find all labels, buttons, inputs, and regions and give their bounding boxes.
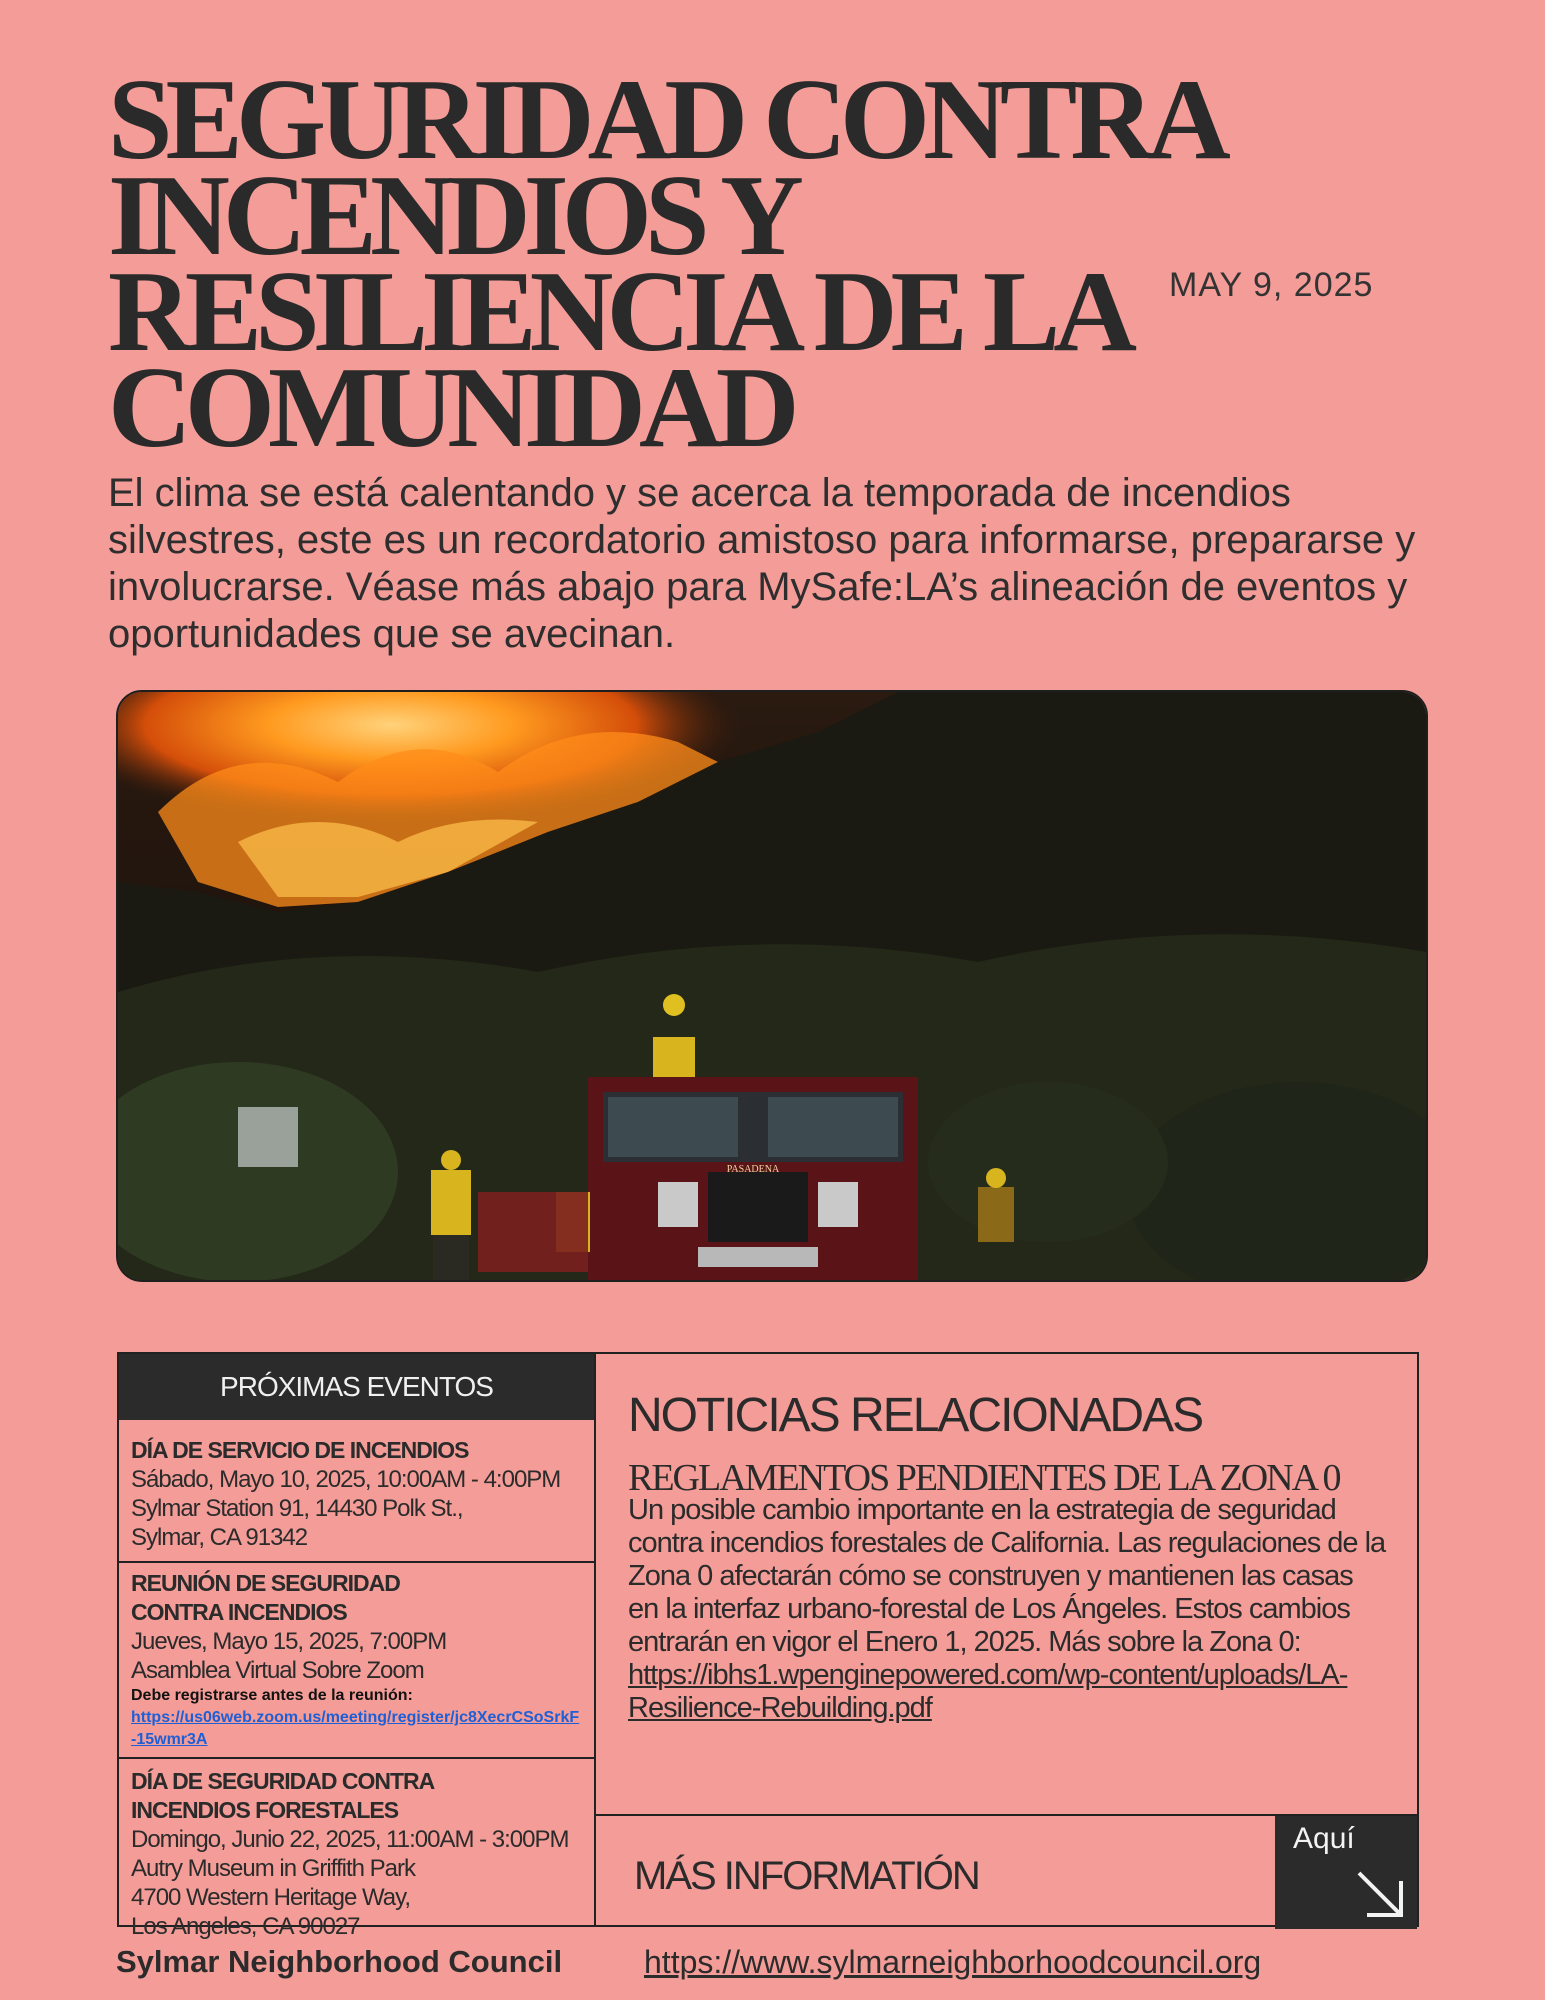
event-title: CONTRA INCENDIOS: [131, 1599, 347, 1625]
more-info-row: [596, 1814, 1417, 1929]
title-line: COMUNIDAD: [108, 344, 793, 472]
event-title: DÍA DE SERVICIO DE INCENDIOS: [131, 1437, 469, 1463]
related-news-panel: [596, 1352, 1419, 1927]
event-location: Sylmar, CA 91342: [131, 1524, 308, 1551]
title-line: INCENDIOS Y: [108, 152, 797, 280]
zone0-document-link[interactable]: https://ibhs1.wpenginepowered.com/wp-content/uploads/LA-Resilience-Rebuilding.pdf: [628, 1659, 1348, 1724]
news-subheading: REGLAMENTOS PENDIENTES DE LA ZONA 0: [628, 1457, 1340, 1499]
publish-date: MAY 9, 2025: [1169, 266, 1374, 304]
title-line: SEGURIDAD CONTRA: [108, 56, 1224, 184]
news-body: [628, 1494, 1388, 1725]
event-item: [119, 1420, 594, 1561]
registration-note: Debe registrarse antes de la reunión:: [131, 1687, 413, 1704]
event-location: Asamblea Virtual Sobre Zoom: [131, 1657, 424, 1684]
organization-name: Sylmar Neighborhood Council: [116, 1944, 563, 1979]
event-location: Los Angeles, CA 90027: [131, 1913, 360, 1940]
upcoming-events-panel: [117, 1352, 596, 1940]
wildfire-firetruck-photo-icon: [118, 692, 1426, 1280]
arrow-down-right-icon: [1353, 1867, 1409, 1923]
page-title: [108, 56, 1288, 472]
event-title: REUNIÓN DE SEGURIDAD: [131, 1570, 400, 1596]
event-location: Sylmar Station 91, 14430 Polk St.,: [131, 1495, 463, 1522]
intro-paragraph: El clima se está calentando y se acerca la temporada de incendios silvestres, este es un recordatorio amistoso para informarse, prepararse y involucrarse. Véase más abajo para MySafe:LA’s alineación de eventos y oportunidades que se avecinan.: [108, 471, 1416, 656]
more-info-label: MÁS INFORMATIÓN: [634, 1854, 979, 1898]
event-datetime: Sábado, Mayo 10, 2025, 10:00AM - 4:00PM: [131, 1466, 561, 1493]
event-item: [119, 1561, 594, 1757]
event-location: Autry Museum in Griffith Park: [131, 1855, 415, 1882]
event-item: [119, 1757, 594, 1940]
event-datetime: Jueves, Mayo 15, 2025, 7:00PM: [131, 1628, 447, 1655]
event-title: DÍA DE SEGURIDAD CONTRA: [131, 1768, 435, 1794]
website-link[interactable]: https://www.sylmarneighborhoodcouncil.org: [644, 1944, 1262, 1980]
truck-text: PASADENA: [726, 1164, 780, 1175]
event-location: 4700 Western Heritage Way,: [131, 1884, 411, 1911]
news-text: Un posible cambio importante en la estrategia de seguridad contra incendios forestales de California. Las regulaciones de la Zona 0 afectarán cómo se construyen y mantienen las casas en la interfaz urbano-forestal de Los Ángeles. Estos cambios entrarán en vigor el Enero 1, 2025. Más sobre la Zona 0:: [628, 1494, 1386, 1658]
event-datetime: Domingo, Junio 22, 2025, 11:00AM - 3:00PM: [131, 1826, 569, 1853]
aqui-button[interactable]: [1275, 1816, 1417, 1929]
news-heading: NOTICIAS RELACIONADAS: [628, 1389, 1203, 1442]
event-title: INCENDIOS FORESTALES: [131, 1797, 399, 1823]
fire-truck: [588, 1077, 918, 1280]
hero-image: [116, 690, 1428, 1282]
events-heading: PRÓXIMAS EVENTOS: [119, 1354, 594, 1420]
zoom-registration-link[interactable]: https://us06web.zoom.us/meeting/register/jc8XecrCSoSrkF-15wmr3A: [131, 1709, 580, 1748]
aqui-button-label: Aquí: [1293, 1822, 1355, 1855]
title-line: RESILIENCIA DE LA: [108, 248, 1131, 376]
